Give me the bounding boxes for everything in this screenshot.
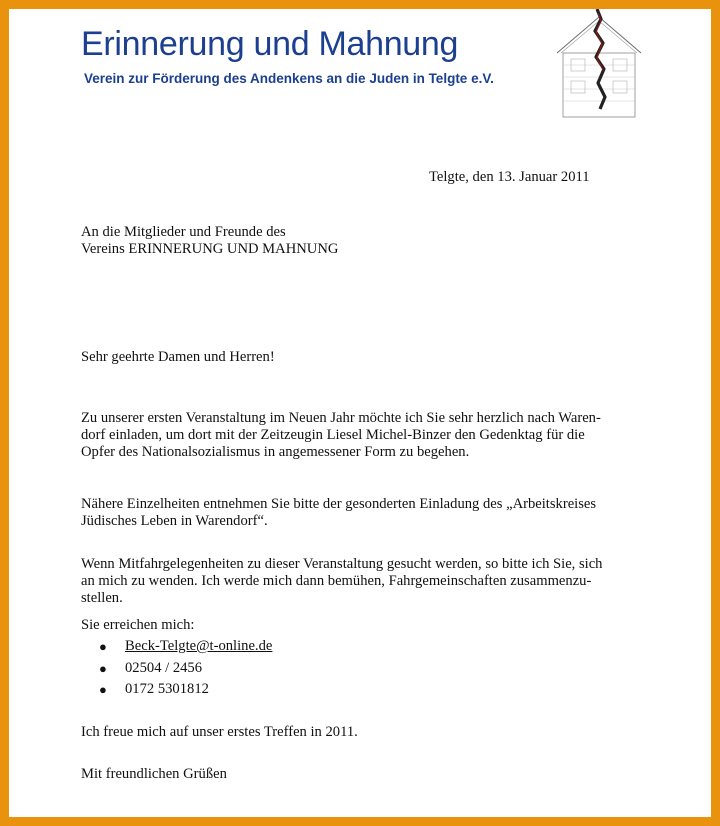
paragraph-line: Wenn Mitfahrgelegenheiten zu dieser Veranstaltung gesucht werden, so bitte ich Sie, sich xyxy=(81,556,603,572)
paragraph-line: Zu unserer ersten Veranstaltung im Neuen Jahr möchte ich Sie sehr herzlich nach Waren- xyxy=(81,410,601,426)
paragraph-line: stellen. xyxy=(81,590,123,606)
letterhead-title: Erinnerung und Mahnung xyxy=(81,25,459,63)
paragraph-line: Jüdisches Leben in Warendorf“. xyxy=(81,513,268,529)
contact-item-mobile xyxy=(81,681,272,703)
bullet-icon: ● xyxy=(99,639,107,654)
paragraph-line: Nähere Einzelheiten entnehmen Sie bitte der gesonderten Einladung des „Arbeitskreises xyxy=(81,496,597,512)
paragraph-line: dorf einladen, um dort mit der Zeitzeugin Liesel Michel-Binzer den Gedenktag für die xyxy=(81,427,585,443)
salutation: Sehr geehrte Damen und Herren! xyxy=(81,349,275,365)
paragraph-line: an mich zu wenden. Ich werde mich dann bemühen, Fahrgemeinschaften zusammenzu- xyxy=(81,573,592,589)
recipient-address xyxy=(81,224,338,258)
contact-item-email xyxy=(81,638,272,660)
paragraph-details xyxy=(81,496,596,530)
contact-item-phone xyxy=(81,660,272,682)
regards: Mit freundlichen Grüßen xyxy=(81,766,227,782)
letter-date: Telgte, den 13. Januar 2011 xyxy=(429,169,590,185)
closing-sentence: Ich freue mich auf unser erstes Treffen in 2011. xyxy=(81,724,358,740)
paragraph-carpool xyxy=(81,556,602,607)
letterhead-subtitle: Verein zur Förderung des Andenkens an die Juden in Telgte e.V. xyxy=(84,71,494,86)
recipient-line: An die Mitglieder und Freunde des xyxy=(81,224,286,240)
letter-page xyxy=(9,9,711,817)
bullet-icon: ● xyxy=(99,660,107,676)
recipient-line: Vereins ERINNERUNG UND MAHNUNG xyxy=(81,241,339,257)
contact-list xyxy=(81,638,272,703)
contact-intro: Sie erreichen mich: xyxy=(81,617,195,633)
broken-house-logo-icon xyxy=(549,9,649,121)
bullet-icon: ● xyxy=(99,682,107,697)
email-link[interactable]: Beck-Telgte@t-online.de xyxy=(125,638,273,654)
phone-number: 02504 / 2456 xyxy=(125,659,203,676)
paragraph-invitation xyxy=(81,410,601,461)
mobile-number: 0172 5301812 xyxy=(125,681,209,697)
paragraph-line: Opfer des Nationalsozialismus in angemessener Form zu begehen. xyxy=(81,444,470,460)
